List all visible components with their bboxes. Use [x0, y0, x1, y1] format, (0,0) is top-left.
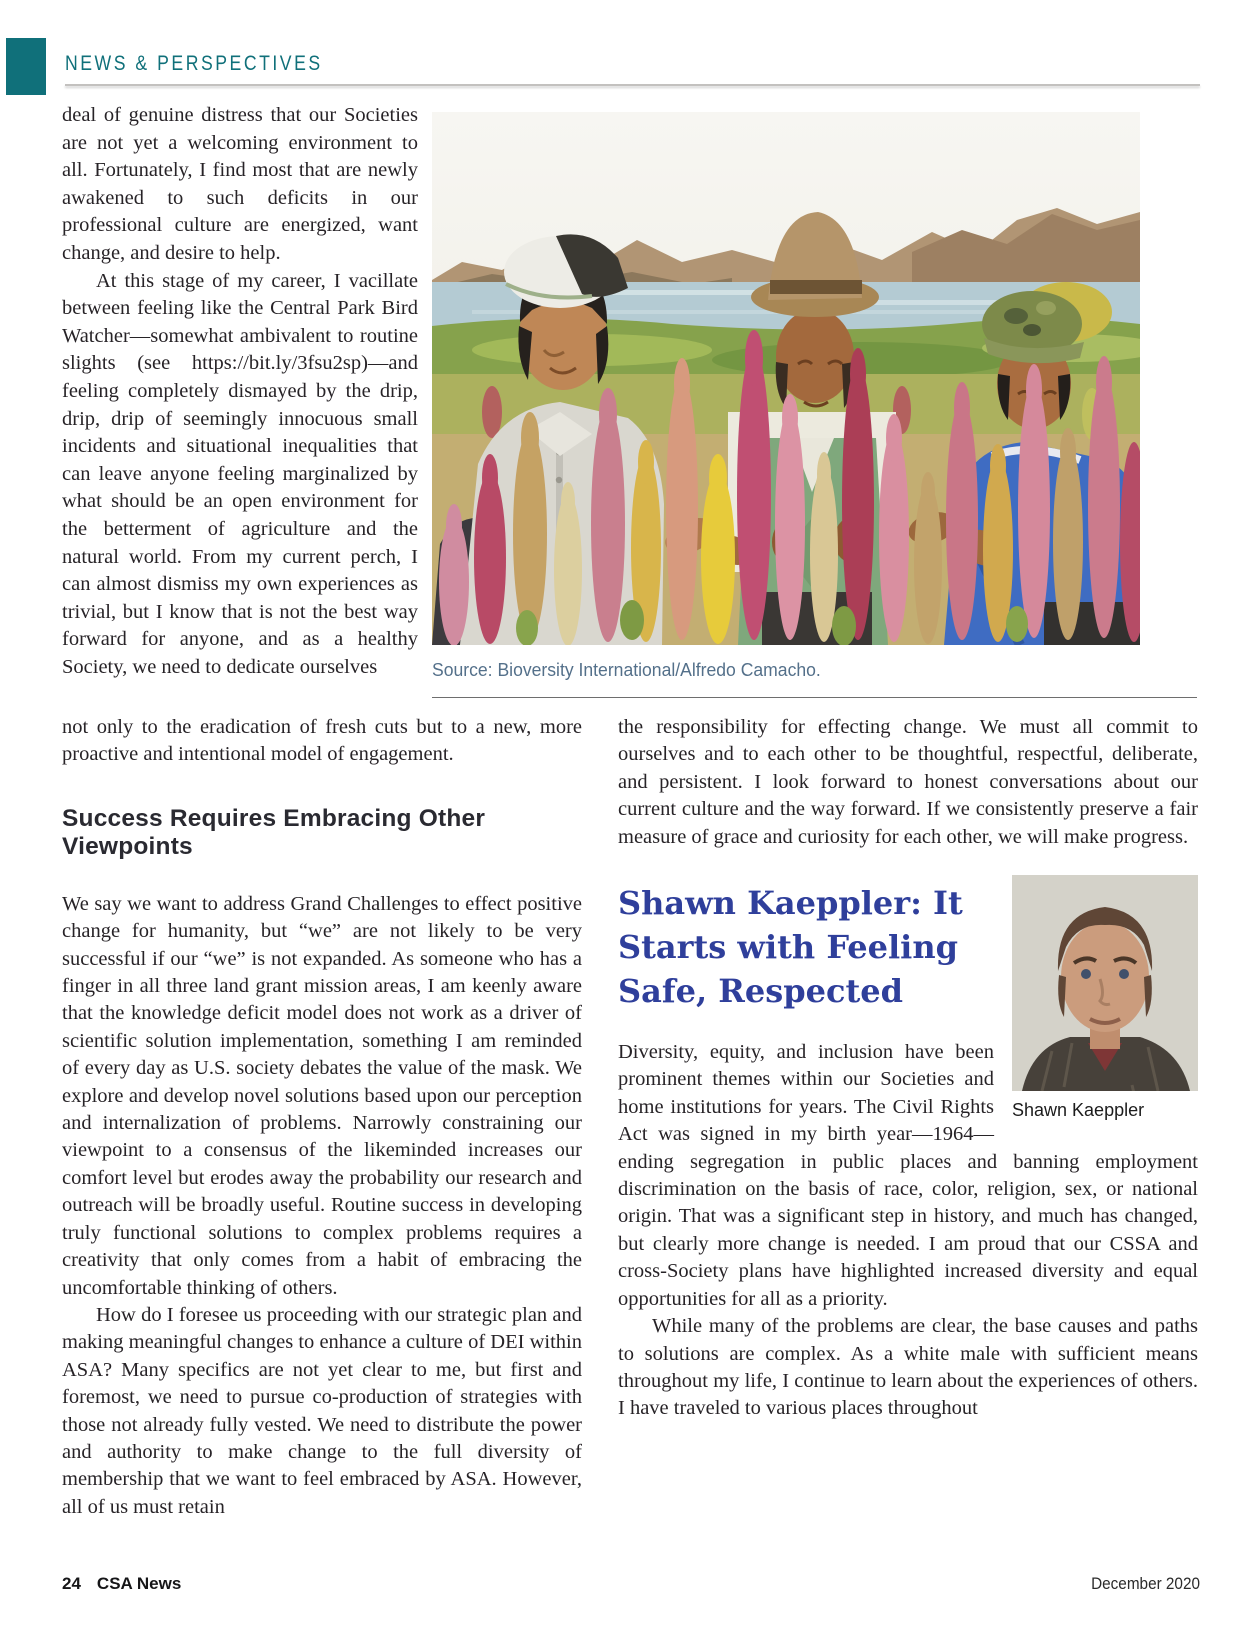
- left-column-narrow: [62, 102, 418, 698]
- publication-name: CSA News: [96, 1574, 182, 1593]
- right-column: [618, 706, 1198, 1521]
- paragraph: deal of genuine distress that our Societies are not yet a welcoming environment to all. Fortunately, I find most that are newly awakened to such deficits in our professional culture are energized, want change, and desire to help.: [62, 104, 418, 264]
- header-rule: [65, 84, 1200, 86]
- portrait-figure: [1012, 875, 1198, 1121]
- article-heading: Shawn Kaeppler: It Starts with Feeling Safe, Respected: [618, 884, 963, 1011]
- paragraph: not only to the eradication of fresh cuts but to a new, more proactive and intentional model of engagement.: [62, 716, 582, 766]
- paragraph: We say we want to address Grand Challenges to effect positive change for humanity, but “we” are not likely to be very successful if our “we” is not expanded. As someone who has a finger in all three land grant mission areas, I am keenly aware that the knowledge deficit model does not work as a driver of scientific solution implementation, something I am reminded of every day as U.S. society debates the value of the mask. We explore and develop novel solutions based upon our perception and internalization of problems. Narrowly constraining our viewpoint to a consensus of the likeminded increases our comfort level but erodes away the probability our research and outreach will be broadly useful. Routine success in developing truly functional solutions to complex problems requires a creativity that only comes from a habit of embracing the uncomfortable thinking of others.: [62, 892, 582, 1299]
- left-column: [62, 706, 582, 1521]
- portrait-caption: Shawn Kaeppler: [1012, 1100, 1145, 1121]
- field-photo-figure: [432, 112, 1197, 698]
- page-number: 24: [62, 1574, 81, 1593]
- paragraph: At this stage of my career, I vacillate between feeling like the Central Park Bird Watcher—somewhat ambivalent to routine slights (see https://bit.ly/3fsu2sp)—and feeling completely dismayed by the drip, drip, drip of seemingly innocuous small incidents and situational inequalities that can leave anyone feeling marginalized by what should be an open environment for the betterment of agriculture and the natural world. From my current perch, I can almost dismiss my own experiences as trivial, but I know that is not the best way forward for anyone, and as a healthy Society, we need to dedicate ourselves: [62, 269, 418, 678]
- issue-date: December 2020: [1091, 1574, 1200, 1593]
- shawn-kaeppler-photo: [1012, 875, 1198, 1091]
- photo-caption: Source: Bioversity International/Alfredo Camacho.: [432, 659, 821, 680]
- footer-left: [62, 1574, 181, 1594]
- page-footer: [62, 1574, 1200, 1594]
- paragraph: While many of the problems are clear, the base causes and paths to solutions are complex. As a white male with sufficient means throughout my life, I continue to learn about the experiences of others. I have traveled to various places throughout: [618, 1315, 1198, 1420]
- paragraph: the responsibility for effecting change. We must all commit to ourselves and to each other to be thoughtful, respectful, deliberate, and persistent. I look forward to honest conversations about our current culture and the way forward. If we consistently preserve a fair measure of grace and curiosity for each other, we will make progress.: [618, 716, 1198, 848]
- section-label: NEWS & PERSPECTIVES: [65, 52, 323, 75]
- section-color-block: [6, 38, 46, 95]
- article-body: [62, 102, 1197, 1521]
- section-heading: Success Requires Embracing Other Viewpoints: [62, 804, 486, 860]
- paragraph: How do I foresee us proceeding with our strategic plan and making meaningful changes to enhance a culture of DEI within ASA? Many specifics are not yet clear to me, but first and foremost, we need to pursue co-production of strategies with those not already fully vested. We need to distribute the power and authority to make change to the full diversity of membership that we want to feel embraced by ASA. However, all of us must retain: [62, 1303, 582, 1518]
- quinoa-field-photo: [432, 112, 1140, 645]
- paragraph: Diversity, equity, and inclusion have been prominent themes within our Societies and home institutions for years. The Civil Rights Act was signed in my birth year—1964—ending segregation in public places and banning employment discrimination on the basis of race, color, religion, sex, or national origin. That was a significant step in history, and much has changed, but clearly more change is needed. I am proud that our CSSA and cross-Society plans have highlighted increased diversity and equal opportunities for all as a priority.: [618, 1041, 1198, 1310]
